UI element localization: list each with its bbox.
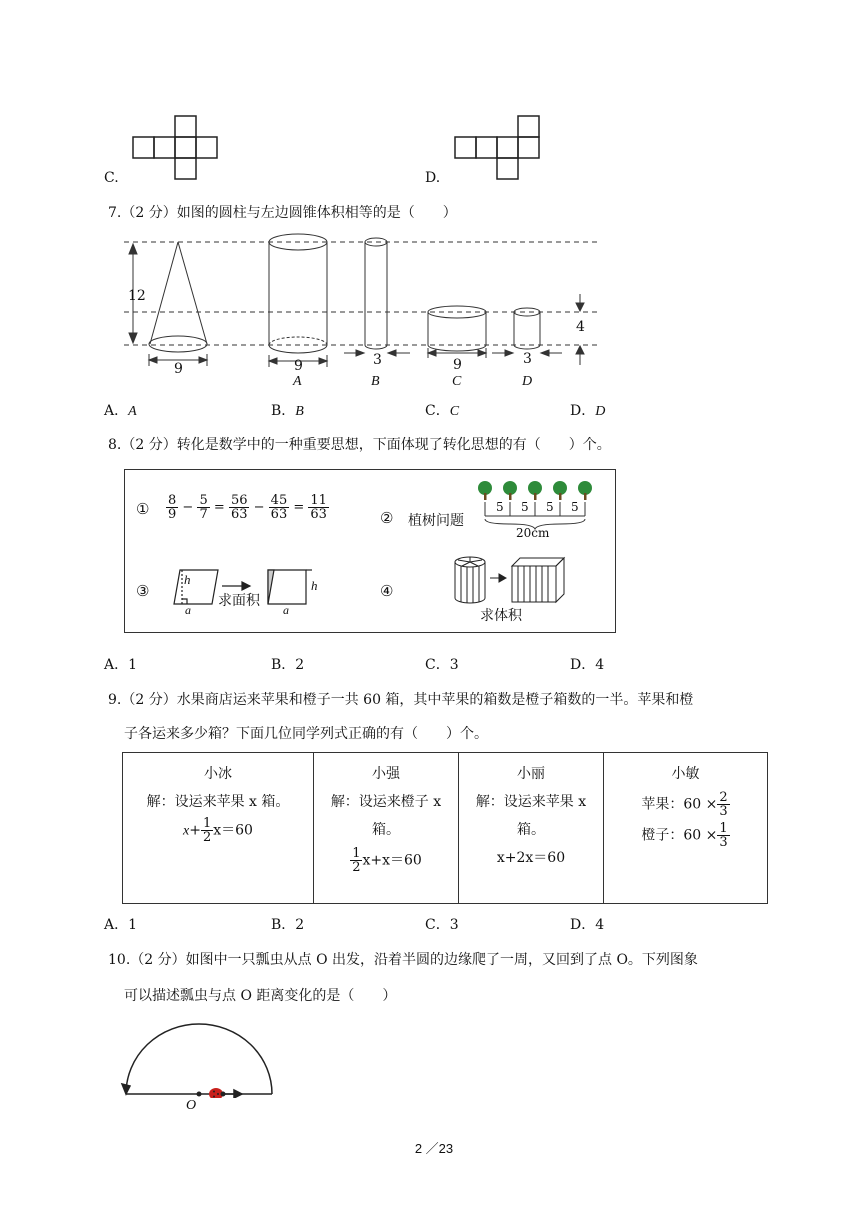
student-1-name: 小冰 xyxy=(204,766,232,782)
tree-icon xyxy=(478,481,492,500)
q7-option-a[interactable]: A．A xyxy=(104,403,137,419)
tree-seg-4: 5 xyxy=(571,500,579,514)
area-label: 求面积 xyxy=(218,593,260,609)
cylinder-c-label: C xyxy=(452,374,462,389)
cone-diameter-label: 9 xyxy=(174,361,183,377)
question-9-stem-line-1: 9.（2 分）水果商店运来苹果和橙子一共 60 箱，其中苹果的箱数是橙子箱数的一半。苹果和橙 xyxy=(108,692,694,708)
q8-option-a[interactable]: A．1 xyxy=(104,657,138,673)
student-3-setup: 解：设运来苹果 x xyxy=(475,794,587,810)
tree-icon xyxy=(578,481,592,500)
h-label-right: h xyxy=(311,578,318,593)
student-1-equation: x+ $\frac{1}{2}$ x＝60 xyxy=(183,816,253,845)
cylinder-d-diameter: 3 xyxy=(523,351,532,367)
student-4-apple: 苹果：60 × $\frac{2}{3}$ xyxy=(641,790,728,819)
item-1-marker: ① xyxy=(136,500,150,518)
q7-option-d[interactable]: D．D xyxy=(570,403,606,419)
student-1-cell xyxy=(123,753,314,904)
cylinder-a-label: A xyxy=(293,374,302,389)
tree-icon xyxy=(528,481,542,500)
option-d-label: D. xyxy=(425,170,441,186)
student-4-name: 小敏 xyxy=(671,766,700,782)
q9-option-c[interactable]: C．3 xyxy=(425,917,459,933)
question-10-stem-line-1: 10.（2 分）如图中一只瓢虫从点 O 出发，沿着半圆的边缘爬了一周，又回到了点 O。下列图象 xyxy=(108,952,698,968)
cylinder-a-diameter: 9 xyxy=(294,358,303,374)
student-solutions-table xyxy=(122,752,768,904)
student-2-cell xyxy=(314,753,459,904)
student-4-orange: 橙子：60 × $\frac{1}{3}$ xyxy=(641,821,728,850)
cylinder-c-diameter: 9 xyxy=(453,357,462,373)
student-2-equation: $\frac{1}{2}$ x+x＝60 xyxy=(352,846,422,875)
tree-seg-2: 5 xyxy=(521,500,529,514)
item-4-marker: ④ xyxy=(380,582,394,600)
cylinder-d-label: D xyxy=(522,374,533,389)
h-label-left: h xyxy=(184,572,191,587)
short-height-label: 4 xyxy=(576,319,585,335)
q7-option-b[interactable]: B．B xyxy=(271,403,304,419)
fraction-equation: $\frac{8}{9}$ − $\frac{5}{7}$ = $\frac{56}{63}$ − $\frac{45}{63}$ = $\frac{11}{63}$ xyxy=(168,493,327,522)
a-label-right: a xyxy=(283,603,289,617)
question-10-stem-line-2: 可以描述瓢虫与点 O 距离变化的是（ ） xyxy=(124,988,397,1004)
question-7-stem: 7.（2 分）如图的圆柱与左边圆锥体积相等的是（ ） xyxy=(108,205,457,221)
tree-icon xyxy=(503,481,517,500)
cube-net-d xyxy=(450,112,546,182)
cube-net-c xyxy=(128,112,224,182)
student-2-setup: 解：设运来橙子 x xyxy=(330,794,442,810)
point-o-label: O xyxy=(186,1098,197,1113)
tree-total-length: 20cm xyxy=(516,526,550,540)
tree-seg-1: 5 xyxy=(496,500,504,514)
a-label-left: a xyxy=(185,603,191,617)
student-2-setup-cont: 箱。 xyxy=(372,822,400,838)
cylinder-b-label: B xyxy=(371,374,380,389)
item-2-marker: ② xyxy=(380,509,394,527)
q9-option-d[interactable]: D．4 xyxy=(570,917,605,933)
cylinder-b-diameter: 3 xyxy=(373,352,382,368)
cone-height-label: 12 xyxy=(128,288,146,304)
student-3-equation: x+2x＝60 xyxy=(496,850,566,866)
q9-option-b[interactable]: B．2 xyxy=(271,917,305,933)
q7-option-c[interactable]: C．C xyxy=(425,403,460,419)
q8-option-d[interactable]: D．4 xyxy=(570,657,605,673)
student-4-cell xyxy=(604,753,768,904)
ladybug-icon xyxy=(209,1088,226,1098)
option-c-label: C. xyxy=(104,170,119,186)
q9-option-a[interactable]: A．1 xyxy=(104,917,138,933)
student-1-setup: 解：设运来苹果 x 箱。 xyxy=(146,794,290,810)
q8-option-b[interactable]: B．2 xyxy=(271,657,305,673)
q7-figure xyxy=(120,232,610,392)
student-3-cell xyxy=(459,753,604,904)
q8-option-c[interactable]: C．3 xyxy=(425,657,459,673)
student-3-name: 小丽 xyxy=(517,766,545,782)
volume-label: 求体积 xyxy=(480,608,522,624)
question-9-stem-line-2: 子各运来多少箱？下面几位同学列式正确的有（ ）个。 xyxy=(124,726,488,742)
cylinder-to-cuboid xyxy=(452,554,568,606)
student-3-setup-cont: 箱。 xyxy=(517,822,545,838)
page-number: 2 ／23 xyxy=(414,1141,454,1156)
student-2-name: 小强 xyxy=(372,766,400,782)
tree-icon xyxy=(553,481,567,500)
item-3-marker: ③ xyxy=(136,582,150,600)
tree-seg-3: 5 xyxy=(546,500,554,514)
question-8-stem: 8.（2 分）转化是数学中的一种重要思想，下面体现了转化思想的有（ ）个。 xyxy=(108,437,611,453)
tree-problem-label: 植树问题 xyxy=(408,513,464,529)
semicircle-figure xyxy=(118,1018,282,1098)
